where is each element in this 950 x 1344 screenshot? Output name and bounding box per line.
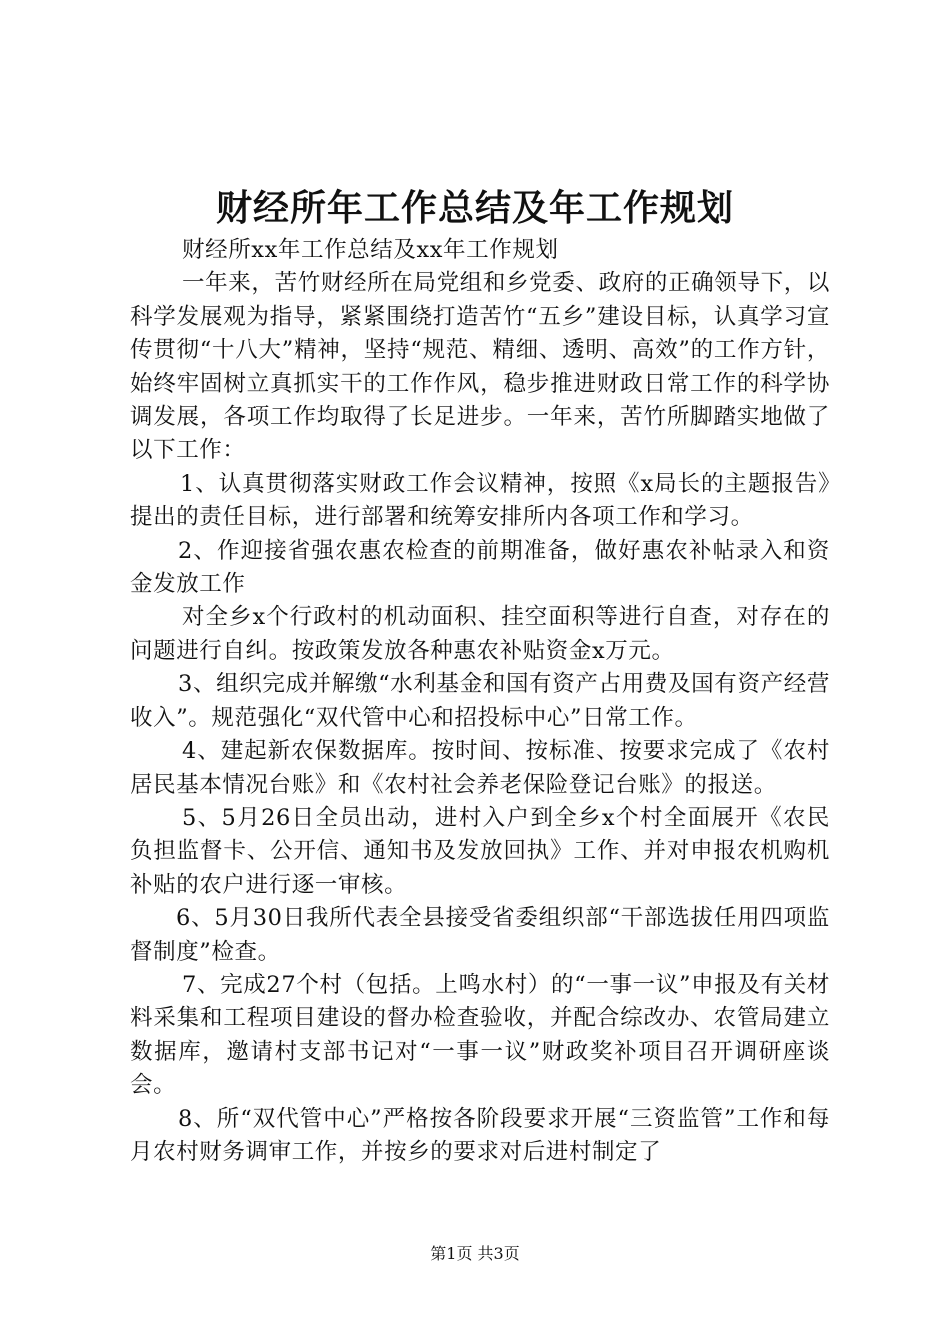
paragraph-item-3: 3、组织完成并解缴“水利基金和国有资产占用费及国有资产经营收入”。规范强化“双代管中心和招投标中心”日常工作。 bbox=[130, 671, 830, 731]
paragraph-item-6: 6、5月30日我所代表全县接受省委组织部“干部选拔任用四项监督制度”检查。 bbox=[130, 905, 830, 965]
paragraph-item-2-detail: 对全乡x个行政村的机动面积、挂空面积等进行自查，对存在的问题进行自纠。按政策发放各种惠农补贴资金x万元。 bbox=[130, 604, 830, 664]
paragraph-intro: 一年来，苦竹财经所在局党组和乡党委、政府的正确领导下，以科学发展观为指导，紧紧围绕打造苦竹“五乡”建设目标，认真学习宣传贯彻“十八大”精神，坚持“规范、精细、透明、高效”的工作方针，始终牢固树立真抓实干的工作作风，稳步推进财政日常工作的科学协调发展，各项工作均取得了长足进步。一年来，苦竹所脚踏实地做了以下工作： bbox=[130, 270, 830, 464]
paragraph-item-7: 7、完成27个村（包括。上鸣水村）的“一事一议”申报及有关材料采集和工程项目建设的督办检查验收，并配合综改办、农管局建立数据库，邀请村支部书记对“一事一议”财政奖补项目召开调研座谈会。 bbox=[130, 971, 830, 1099]
document-title: 财经所年工作总结及年工作规划 bbox=[215, 187, 734, 229]
document-body bbox=[130, 234, 830, 1169]
paragraph-item-8: 8、所“双代管中心”严格按各阶段要求开展“三资监管”工作和每月农村财务调审工作，并按乡的要求对后进村制定了 bbox=[130, 1105, 830, 1165]
paragraph-item-5: 5、5月26日全员出动，进村入户到全乡x个村全面展开《农民负担监督卡、公开信、通知书及发放回执》工作、并对申报农机购机补贴的农户进行逐一审核。 bbox=[130, 804, 830, 898]
document-subtitle: 财经所xx年工作总结及xx年工作规划 bbox=[182, 237, 559, 263]
paragraph-item-4: 4、建起新农保数据库。按时间、按标准、按要求完成了《农村居民基本情况台账》和《农村社会养老保险登记台账》的报送。 bbox=[130, 738, 830, 798]
paragraph-item-2: 2、作迎接省强农惠农检查的前期准备，做好惠农补帖录入和资金发放工作 bbox=[130, 537, 830, 598]
paragraph-item-1: 1、认真贯彻落实财政工作会议精神，按照《x局长的主题报告》提出的责任目标，进行部署和统筹安排所内各项工作和学习。 bbox=[130, 470, 830, 531]
page-footer: 第1页 共3页 bbox=[430, 1244, 520, 1263]
